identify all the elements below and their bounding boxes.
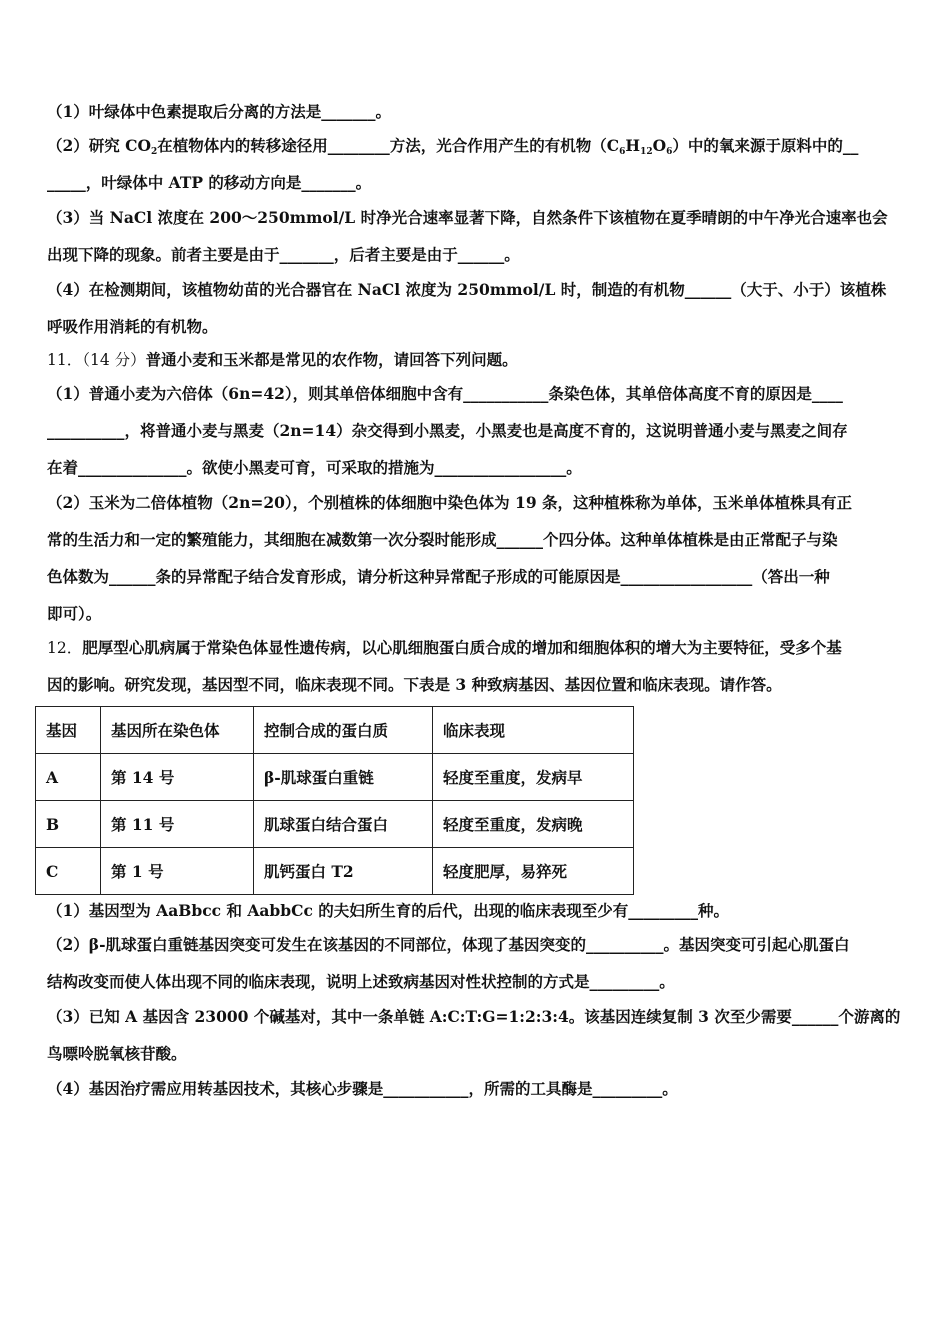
table-cell: 轻度肥厚，易猝死 [433,848,634,895]
q10-part2-line2: _____，叶绿体中 ATP 的移动方向是_______。 [47,173,372,192]
table-row [36,754,634,801]
q11-part1-line1: （1）普通小麦为六倍体（6n=42），则其单倍体细胞中含有___________条染色体，其单倍体高度不育的原因是____ [47,384,843,403]
q11-intro: 11．（14 分）普通小麦和玉米都是常见的农作物，请回答下列问题。 [47,350,518,369]
q11-part1-line2: __________，将普通小麦与黑麦（2n=14）杂交得到小黑麦，小黑麦也是高度不育的，这说明普通小麦与黑麦之间存 [47,421,848,440]
q12-intro-line1: 12．肥厚型心肌病属于常染色体显性遗传病，以心肌细胞蛋白质合成的增加和细胞体积的增大为主要特征，受多个基 [47,638,842,657]
q12-number: 12． [47,639,83,657]
q10-part1: （1）叶绿体中色素提取后分离的方法是_______。 [47,102,392,121]
table-row [36,801,634,848]
q10-part4-line1: （4）在检测期间，该植物幼苗的光合器官在 NaCl 浓度为 250mmol/L 时，制造的有机物______（大于、小于）该植株 [47,280,887,299]
table-row [36,848,634,895]
table-header-row [36,707,634,754]
q12-part1: （1）基因型为 AaBbcc 和 AabbCc 的夫妇所生育的后代，出现的临床表现至少有_________种。 [47,901,730,920]
table-cell: 肌球蛋白结合蛋白 [254,801,433,848]
table-cell: 轻度至重度，发病早 [433,754,634,801]
q10-part3-line2: 出现下降的现象。前者主要是由于_______，后者主要是由于______。 [47,245,520,264]
table-cell: 第 14 号 [101,754,254,801]
table-cell: C [36,848,101,895]
gene-table [35,706,634,895]
table-cell: A [36,754,101,801]
q10-part4-line2: 呼吸作用消耗的有机物。 [47,317,218,336]
table-cell: 第 11 号 [101,801,254,848]
q12-part2-line1: （2）β-肌球蛋白重链基因突变可发生在该基因的不同部位，体现了基因突变的__________。基因突变可引起心肌蛋白 [47,935,850,954]
q10-part3-line1: （3）当 NaCl 浓度在 200～250mmol/L 时净光合速率显著下降，自然条件下该植物在夏季晴朗的中午净光合速率也会 [47,208,888,227]
table-header-cell: 基因所在染色体 [101,707,254,754]
table-cell: B [36,801,101,848]
q12-part4: （4）基因治疗需应用转基因技术，其核心步骤是___________，所需的工具酶是_________。 [47,1079,678,1098]
q10-part2-line1: （2）研究 $CO_2$在植物体内的转移途径用________方法，光合作用产生的有机物$(C_6H_{12}O_6)$中的氧来源于原料中的__ [47,136,859,157]
table-cell: 轻度至重度，发病晚 [433,801,634,848]
q11-part2-line4: 即可）。 [47,604,102,623]
q12-part2-line2: 结构改变而使人体出现不同的临床表现，说明上述致病基因对性状控制的方式是_________。 [47,972,675,991]
table-cell: 肌钙蛋白 T2 [254,848,433,895]
table-header-cell: 控制合成的蛋白质 [254,707,433,754]
table-cell: β-肌球蛋白重链 [254,754,433,801]
q12-part3-line2: 鸟嘌呤脱氧核苷酸。 [47,1044,187,1063]
q11-part1-line3: 在着______________。欲使小黑麦可育，可采取的措施为_________________。 [47,458,582,477]
table-header-cell: 临床表现 [433,707,634,754]
table-header-cell: 基因 [36,707,101,754]
table-cell: 第 1 号 [101,848,254,895]
q11-part2-line1: （2）玉米为二倍体植物（2n=20），个别植株的体细胞中染色体为 19 条，这种植株称为单体，玉米单体植株具有正 [47,493,853,512]
q11-part2-line3: 色体数为______条的异常配子结合发育形成，请分析这种异常配子形成的可能原因是_________________（答出一种 [47,567,830,586]
q12-intro-line2: 因的影响。研究发现，基因型不同，临床表现不同。下表是 3 种致病基因、基因位置和临床表现。请作答。 [47,675,782,694]
q11-part2-line2: 常的生活力和一定的繁殖能力，其细胞在减数第一次分裂时能形成______个四分体。这种单体植株是由正常配子与染 [47,530,838,549]
q11-number: 11．（14 分） [47,351,146,369]
q12-part3-line1: （3）已知 A 基因含 23000 个碱基对，其中一条单链 A:C:T:G=1:2:3:4。该基因连续复制 3 次至少需要______个游离的 [47,1007,901,1026]
